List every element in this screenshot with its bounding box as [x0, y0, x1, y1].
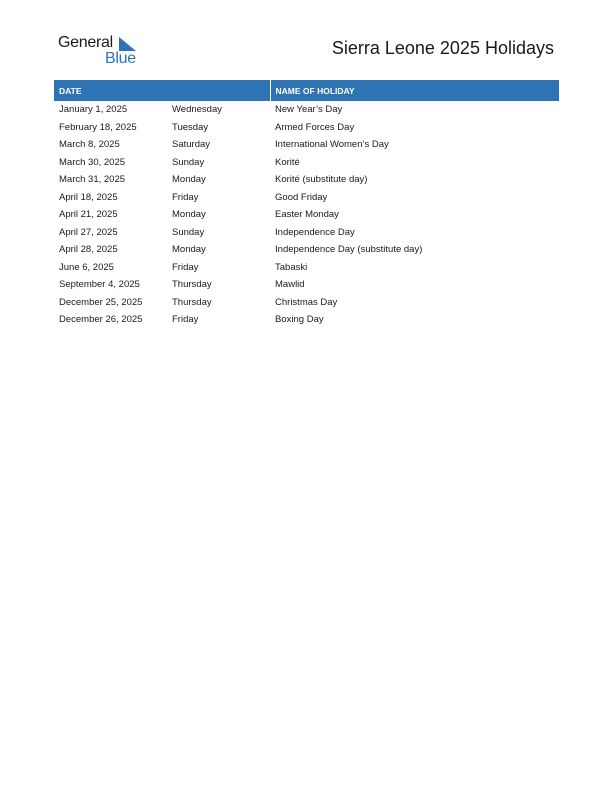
- date-cell: February 18, 2025: [59, 121, 137, 133]
- holiday-name-cell: Independence Day: [275, 226, 355, 238]
- logo-word-blue: Blue: [105, 50, 136, 67]
- table-header-row: [54, 80, 559, 101]
- table-row: [54, 276, 559, 294]
- weekday-cell: Thursday: [172, 279, 212, 291]
- table-row: [54, 206, 559, 224]
- logo-word-general: General: [58, 34, 113, 51]
- table-row: [54, 136, 559, 154]
- holiday-name-cell: Independence Day (substitute day): [275, 244, 423, 256]
- weekday-cell: Friday: [172, 261, 199, 273]
- weekday-cell: Friday: [172, 191, 199, 203]
- holiday-name-cell: Korité (substitute day): [275, 174, 368, 186]
- table-row: [54, 189, 559, 207]
- table-row: [54, 224, 559, 242]
- weekday-cell: Thursday: [172, 296, 212, 308]
- table-row: [54, 311, 559, 329]
- holiday-name-cell: New Year’s Day: [275, 104, 343, 116]
- holiday-name-cell: Armed Forces Day: [275, 121, 355, 133]
- holiday-name-cell: Good Friday: [275, 191, 328, 203]
- column-header-holiday: NAME OF HOLIDAY: [270, 80, 559, 101]
- table-row: [54, 101, 559, 119]
- date-cell: April 27, 2025: [59, 226, 118, 238]
- weekday-cell: Sunday: [172, 156, 205, 168]
- date-cell: March 8, 2025: [59, 139, 120, 151]
- table-row: [54, 294, 559, 312]
- holiday-name-cell: Tabaski: [275, 261, 308, 273]
- column-header-date: DATE: [54, 80, 270, 101]
- weekday-cell: Monday: [172, 244, 206, 256]
- holiday-name-cell: Boxing Day: [275, 314, 324, 326]
- date-cell: January 1, 2025: [59, 104, 128, 116]
- date-cell: March 31, 2025: [59, 174, 126, 186]
- date-cell: March 30, 2025: [59, 156, 126, 168]
- table-row: [54, 119, 559, 137]
- weekday-cell: Saturday: [172, 139, 211, 151]
- weekday-cell: Monday: [172, 209, 206, 221]
- table-body: [54, 101, 559, 329]
- table-row: [54, 171, 559, 189]
- page-title: Sierra Leone 2025 Holidays: [331, 38, 554, 58]
- table-row: [54, 241, 559, 259]
- date-cell: June 6, 2025: [59, 261, 114, 273]
- logo: [58, 34, 148, 68]
- weekday-cell: Monday: [172, 174, 206, 186]
- date-cell: April 28, 2025: [59, 244, 118, 256]
- holiday-name-cell: International Women’s Day: [275, 139, 389, 151]
- logo-triangle-icon: [119, 37, 136, 51]
- weekday-cell: Wednesday: [172, 104, 222, 116]
- holiday-name-cell: Christmas Day: [275, 296, 338, 308]
- date-cell: September 4, 2025: [59, 279, 140, 291]
- table-row: [54, 259, 559, 277]
- date-cell: April 21, 2025: [59, 209, 118, 221]
- holiday-name-cell: Mawlid: [275, 279, 305, 291]
- date-cell: December 26, 2025: [59, 314, 143, 326]
- date-cell: April 18, 2025: [59, 191, 118, 203]
- holiday-table: [54, 80, 559, 329]
- holiday-name-cell: Korité: [275, 156, 300, 168]
- weekday-cell: Sunday: [172, 226, 205, 238]
- table-row: [54, 154, 559, 172]
- weekday-cell: Tuesday: [172, 121, 209, 133]
- date-cell: December 25, 2025: [59, 296, 143, 308]
- weekday-cell: Friday: [172, 314, 199, 326]
- holiday-name-cell: Easter Monday: [275, 209, 339, 221]
